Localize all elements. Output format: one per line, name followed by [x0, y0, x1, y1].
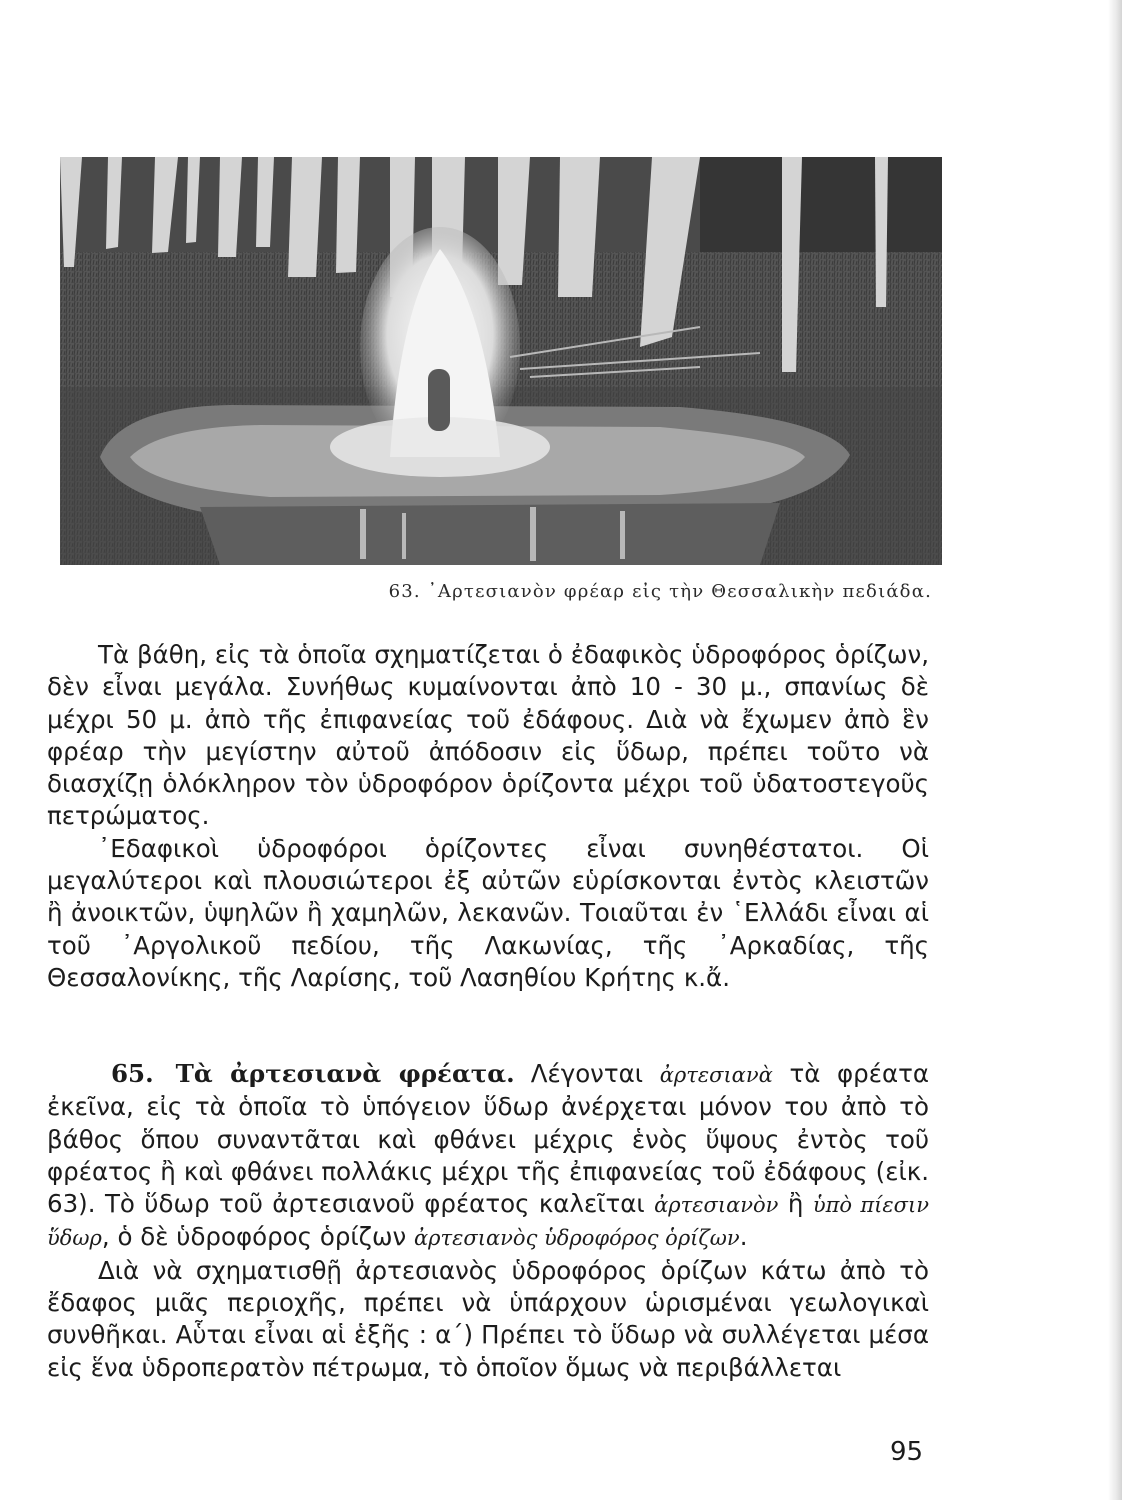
section-65	[47, 1058, 929, 1384]
section-number: 65.	[111, 1059, 154, 1088]
page-edge-shadow	[1108, 0, 1122, 1500]
paragraph: Τὰ βάθη, εἰς τὰ ὁποῖα σχηματίζεται ὁ ἐδαφικὸς ὑδροφόρος ὁρίζων, δὲν εἶναι μεγάλα. Συνήθως κυμαίνονται ἀπὸ 10 - 30 μ., σπανίως δὲ μέχρι 50 μ. ἀπὸ τῆς ἐπιφανείας τοῦ ἐδάφους. Διὰ νὰ ἔχωμεν ἀπὸ ἓν φρέαρ τὴν μεγίστην αὐτοῦ ἀπόδοσιν εἰς ὕδωρ, πρέπει τοῦτο νὰ διασχίζῃ ὁλόκληρον τὸν ὑδροφόρον ὁρίζοντα μέχρι τοῦ ὑδατοστεγοῦς πετρώματος.	[47, 640, 929, 831]
text-block-top	[47, 639, 929, 994]
term-italic: ἀρτεσιανὰ	[659, 1063, 773, 1087]
paragraph: ᾿Εδαφικοὶ ὑδροφόροι ὁρίζοντες εἶναι συνηθέστατοι. Οἱ μεγαλύτεροι καὶ πλουσιώτεροι ἐξ αὐτῶν εὑρίσκονται ἐντὸς κλειστῶν ἢ ἀνοικτῶν, ὑψηλῶν ἢ χαμηλῶν, λεκανῶν. Τοιαῦται ἐν ῾Ελλάδι εἶναι αἱ τοῦ ᾿Αργολικοῦ πεδίου, τῆς Λακωνίας, τῆς ᾿Αρκαδίας, τῆς Θεσσαλονίκης, τῆς Λαρίσης, τοῦ Λασηθίου Κρήτης κ.ἄ.	[47, 833, 929, 992]
section-title: Τὰ ἀρτεσιανὰ φρέατα.	[175, 1059, 515, 1088]
text-span: τὰ φρέατα ἐκεῖνα, εἰς τὰ ὁποῖα τὸ ὑπόγειον ὕδωρ ἀνέρχεται μόνον του ἀπὸ τὸ βάθος ὅπου συναντᾶται καὶ φθάνει μέχρις ἑνὸς ὕψους ἐντὸς τοῦ φρέατος ἢ καὶ φθάνει πολλάκις μέχρι τῆς ἐπιφανείας τοῦ ἐδάφους (εἰκ. 63). Τὸ ὕδωρ τοῦ ἀρτεσιανοῦ φρέατος καλεῖται	[47, 1059, 930, 1219]
text-span: Λέγονται	[530, 1059, 644, 1088]
section-paragraph	[47, 1058, 929, 1255]
term-italic: ἀρτεσιανὸς ὑδροφόρος ὁρίζων	[414, 1226, 740, 1251]
text-span: , ὁ δὲ ὑδροφόρος ὁρίζων	[101, 1222, 407, 1252]
paragraph: Διὰ νὰ σχηματισθῇ ἀρτεσιανὸς ὑδροφόρος ὁρίζων κάτω ἀπὸ τὸ ἔδαφος μιᾶς περιοχῆς, πρέπει νὰ ὑπάρχουν ὡρισμέναι γεωλογικαὶ συνθῆκαι. Αὗται εἶναι αἱ ἑξῆς : α΄) Πρέπει τὸ ὕδωρ νὰ συλλέγεται μέσα εἰς ἕνα ὑδροπερατὸν πέτρωμα, τὸ ὁποῖον ὅμως νὰ περιβάλλεται	[47, 1255, 929, 1382]
text-span: .	[739, 1222, 748, 1252]
text-span: ἢ	[787, 1189, 804, 1219]
term-italic: ὑπὸ πίεσιν ὕδωρ	[47, 1193, 929, 1251]
term-italic: ἀρτεσιανὸν	[654, 1193, 779, 1218]
page-number: 95	[890, 1437, 924, 1467]
artesian-well-photo	[60, 157, 942, 565]
figure-caption: 63. ᾿Αρτεσιανὸν φρέαρ εἰς τὴν Θεσσαλικὴν πεδιάδα.	[388, 581, 932, 602]
